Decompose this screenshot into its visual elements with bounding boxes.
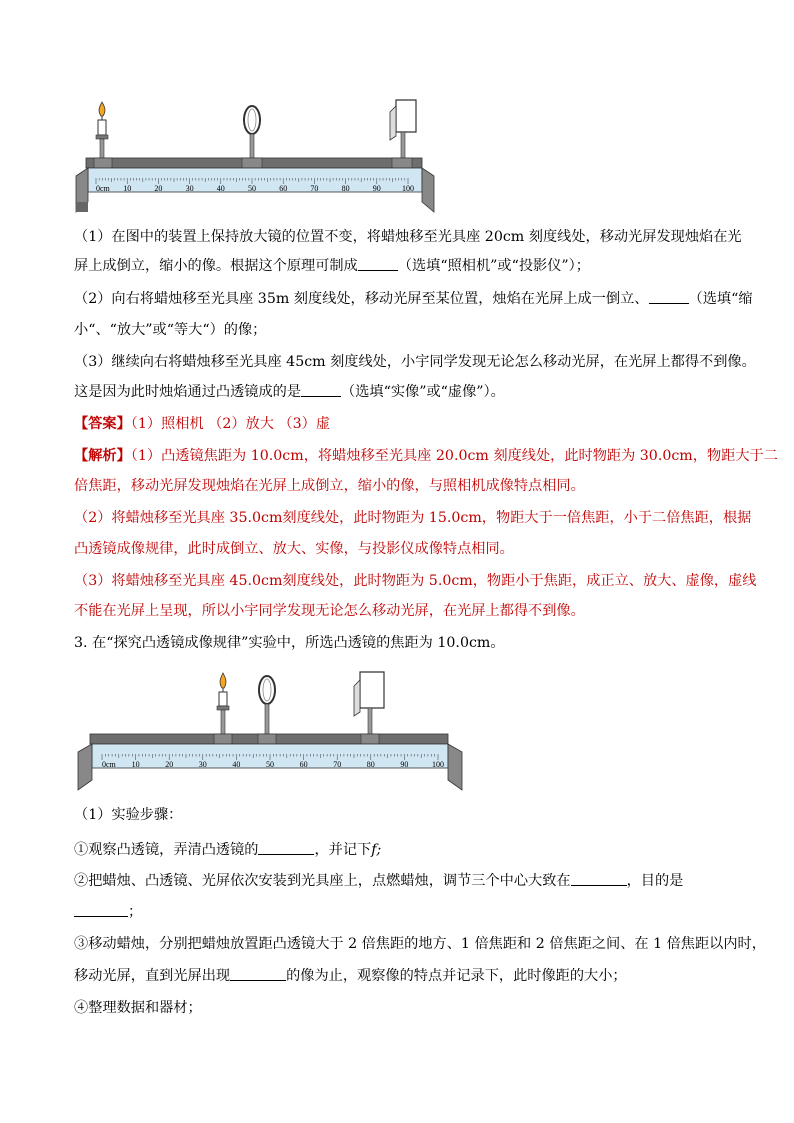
answer-blank[interactable] bbox=[230, 966, 286, 981]
q3-title: 3. 在“探究凸透镜成像规律”实验中，所选凸透镜的焦距为 10.0cm。 bbox=[74, 635, 505, 651]
q2-part2-line2: 小“、“放大”或“等大“）的像； bbox=[74, 322, 267, 338]
analysis-line2: 倍焦距，移动光屏发现烛焰在光屏上成倒立，缩小的像，与照相机成像特点相同。 bbox=[74, 478, 585, 494]
ruler-label: 100 bbox=[402, 184, 414, 193]
analysis-tag: 【解析】 bbox=[74, 448, 131, 464]
q3-step3-line1: ③移动蜡烛，分别把蜡烛放置距凸透镜大于 2 倍焦距的地方、1 倍焦距和 2 倍焦距之间、在 1 倍焦距以内时， bbox=[74, 936, 766, 952]
ruler-label: 20 bbox=[165, 760, 174, 769]
q3-step2-end: ； bbox=[128, 904, 143, 920]
q3-step3-text2: 的像为止，观察像的特点并记录下，此时像距的大小； bbox=[286, 968, 627, 984]
q3-step1-text: ①观察凸透镜，弄清凸透镜的 bbox=[74, 842, 259, 858]
analysis-line4: 凸透镜成像规律，此时成倒立、放大、实像，与投影仪成像特点相同。 bbox=[74, 541, 514, 557]
analysis-line6: 不能在光屏上呈现，所以小宇同学发现无论怎么移动光屏，在光屏上都得不到像。 bbox=[74, 603, 585, 619]
ruler-label: 90 bbox=[372, 184, 381, 193]
ruler-label: 60 bbox=[299, 760, 308, 769]
q2-part2-text: （2）向右将蜡烛移至光具座 35m 刻度线处，移动光屏至某位置，烛焰在光屏上成一倒立、 bbox=[74, 291, 649, 307]
q3-step2 bbox=[74, 871, 734, 891]
ruler-label: 50 bbox=[266, 760, 274, 769]
q2-part3-line1: （3）继续向右将蜡烛移至光具座 45cm 刻度线处，小宇同学发现无论怎么移动光屏，在光屏上都得不到像。 bbox=[74, 354, 756, 370]
ruler-label: 40 bbox=[232, 760, 241, 769]
q2-part1-line2 bbox=[74, 256, 734, 276]
answer-blank[interactable] bbox=[258, 840, 314, 855]
q3-step4: ④整理数据和器材； bbox=[74, 1000, 202, 1016]
q2-part1-line1: （1）在图中的装置上保持放大镜的位置不变，将蜡烛移至光具座 20cm 刻度线处，移动光屏发现烛焰在光 bbox=[74, 229, 742, 245]
answer-blank[interactable] bbox=[74, 902, 128, 917]
ruler-label: 10 bbox=[123, 184, 132, 193]
ruler-label: 40 bbox=[216, 184, 225, 193]
q3-steps-heading: （1）实验步骤： bbox=[74, 807, 183, 823]
q2-part1-hint: （选填“照相机”或“投影仪”）； bbox=[397, 258, 590, 274]
ruler-label: 70 bbox=[333, 760, 342, 769]
ruler-label: 10 bbox=[131, 760, 140, 769]
candle bbox=[217, 673, 229, 736]
analysis-line1 bbox=[74, 446, 778, 466]
q2-part3-line2 bbox=[74, 382, 734, 402]
ruler-label: 80 bbox=[341, 184, 350, 193]
q3-step1 bbox=[74, 840, 734, 860]
ruler-label: 90 bbox=[400, 760, 409, 769]
q3-step3-line2 bbox=[74, 966, 734, 986]
ruler-label: 0cm bbox=[102, 760, 116, 769]
answer-text: （1）照相机 （2）放大 （3）虚 bbox=[130, 416, 331, 432]
q2-part3-hint: （选填“实像”或“虚像”）。 bbox=[341, 384, 505, 400]
analysis-line3: （2）将蜡烛移至光具座 35.0cm刻度线处，此时物距为 15.0cm，物距大于一倍焦距，小于二倍焦距，根据 bbox=[74, 510, 752, 526]
light-screen bbox=[354, 672, 384, 736]
answer-blank[interactable] bbox=[649, 289, 689, 304]
q2-part2-line1 bbox=[74, 289, 753, 309]
ruler-label: 50 bbox=[248, 184, 256, 193]
ruler-label: 30 bbox=[185, 184, 194, 193]
ruler-label: 100 bbox=[432, 760, 444, 769]
q2-part3-text: 这是因为此时烛焰通过凸透镜成的是 bbox=[74, 384, 302, 400]
answer-blank[interactable] bbox=[358, 256, 398, 271]
ruler-label: 30 bbox=[198, 760, 207, 769]
light-screen bbox=[390, 100, 416, 161]
optical-bench-figure-2 bbox=[72, 668, 464, 792]
q3-step1-text2: ，并记下 bbox=[314, 842, 372, 858]
convex-lens bbox=[244, 106, 260, 161]
answer-blank[interactable] bbox=[571, 871, 627, 886]
ruler-label: 70 bbox=[310, 184, 319, 193]
ruler-label: 0cm bbox=[96, 184, 110, 193]
analysis-line5: （3）将蜡烛移至光具座 45.0cm刻度线处，此时物距为 5.0cm，物距小于焦距，成正立、放大、虚像，虚线 bbox=[74, 573, 757, 589]
answer-tag: 【答案】 bbox=[74, 416, 131, 432]
q2-part1-text: 屏上成倒立，缩小的像。根据这个原理可制成 bbox=[74, 258, 358, 274]
convex-lens bbox=[259, 676, 275, 736]
optical-bench-figure-1 bbox=[72, 96, 437, 214]
analysis-text: （1）凸透镜焦距为 10.0cm，将蜡烛移至光具座 20.0cm 刻度线处，此时物距为 30.0cm，物距大于二 bbox=[130, 448, 778, 464]
q2-part2-hint: （选填“缩 bbox=[688, 291, 753, 307]
answer-line bbox=[74, 414, 734, 434]
ruler-label: 60 bbox=[279, 184, 288, 193]
answer-blank[interactable] bbox=[301, 382, 341, 397]
focal-length-symbol: f; bbox=[371, 842, 382, 858]
q3-step3-text: 移动光屏，直到光屏出现 bbox=[74, 968, 231, 984]
q3-step2-text: ②把蜡烛、凸透镜、光屏依次安装到光具座上，点燃蜡烛，调节三个中心大致在 bbox=[74, 873, 571, 889]
ruler-label: 80 bbox=[366, 760, 375, 769]
q3-step2-line2 bbox=[74, 902, 734, 922]
ruler-label: 20 bbox=[154, 184, 163, 193]
q3-step2-text2: ，目的是 bbox=[626, 873, 684, 889]
candle bbox=[96, 102, 108, 161]
